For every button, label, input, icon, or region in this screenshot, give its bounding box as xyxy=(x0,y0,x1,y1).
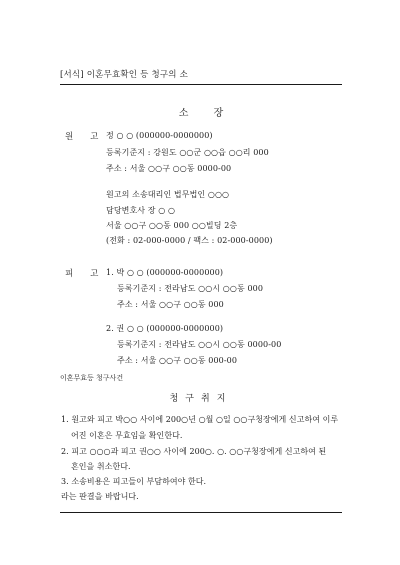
attorney-address: 서울 ○○구 ○○동 000 ○○빌딩 2층 xyxy=(106,221,238,230)
defendant-1-address: 주소 : 서울 ○○구 ○○동 000 xyxy=(117,300,224,309)
document-title: 소 장 xyxy=(178,108,224,119)
defendant-1-name: 1. 박 ○ ○ (000000-0000000) xyxy=(106,268,224,277)
claim-2-line-2: 혼인을 취소한다. xyxy=(71,462,131,471)
claim-1-line-1: 1. 원고와 피고 박○○ 사이에 200○년 ○월 ○일 ○○구청장에게 신고하여 이루 xyxy=(61,415,339,424)
attorney-firm: 원고의 소송대리인 법무법인 ○○○ xyxy=(106,190,230,199)
plaintiff-address: 주소 : 서울 ○○구 ○○동 0000-00 xyxy=(106,164,232,173)
plaintiff-label: 원 고 xyxy=(65,132,99,142)
defendant-2-name: 2. 권 ○ ○ (000000-0000000) xyxy=(106,324,224,333)
claim-closing: 라는 판결을 바랍니다. xyxy=(61,492,139,501)
defendant-1-registered-domicile: 등록기준지 : 전라남도 ○○시 ○○동 000 xyxy=(117,284,264,293)
defendant-2-registered-domicile: 등록기준지 : 전라남도 ○○시 ○○동 0000-00 xyxy=(117,340,282,349)
attorney-lawyer: 담당변호사 장 ○ ○ xyxy=(106,206,176,215)
bottom-divider xyxy=(60,512,342,513)
claim-heading: 청구취지 xyxy=(169,394,233,404)
claim-3: 3. 소송비용은 피고들이 부담하여야 한다. xyxy=(61,477,207,486)
form-caption: [서식] 이혼무효확인 등 청구의 소 xyxy=(60,70,188,80)
case-name: 이혼무효등 청구사건 xyxy=(60,374,124,382)
attorney-contact: (전화 : 02-000-0000 / 팩스 : 02-000-0000) xyxy=(106,236,273,245)
plaintiff-name: 정 ○ ○ (000000-0000000) xyxy=(106,131,213,140)
plaintiff-registered-domicile: 등록기준지 : 강원도 ○○군 ○○읍 ○○리 000 xyxy=(106,148,269,157)
claim-2-line-1: 2. 피고 ○○○과 피고 권○○ 사이에 200○. ○. ○○구청장에게 신고하여 된 xyxy=(61,447,327,456)
defendant-label: 피 고 xyxy=(65,269,99,279)
defendant-2-address: 주소 : 서울 ○○구 ○○동 000-00 xyxy=(117,356,238,365)
top-divider xyxy=(60,84,342,85)
claim-1-line-2: 어진 이혼은 무효임을 확인한다. xyxy=(71,431,183,440)
